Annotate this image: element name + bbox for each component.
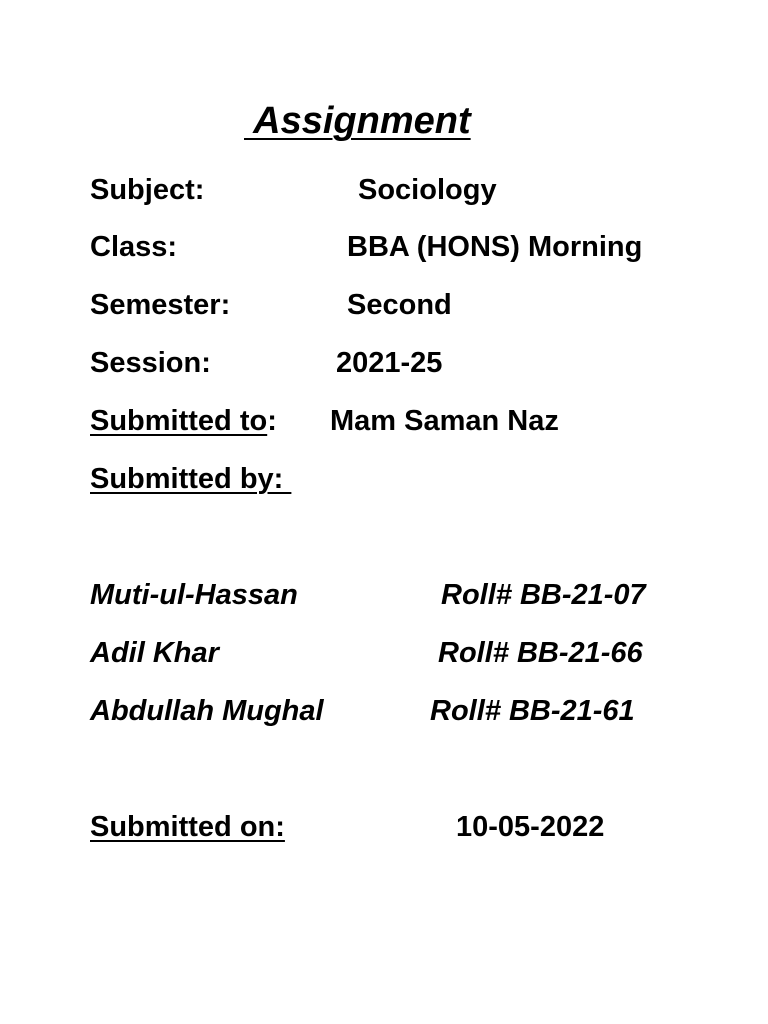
student-roll: Roll# BB-21-66 <box>438 637 643 669</box>
submitted-by-label: Submitted by: <box>90 463 292 495</box>
class-value: BBA (HONS) Morning <box>347 231 643 263</box>
student-roll: Roll# BB-21-07 <box>441 579 646 611</box>
session-value: 2021-25 <box>336 347 443 379</box>
submitted-to-row <box>90 403 277 439</box>
student-name: Adil Khar <box>90 637 219 669</box>
submitted-to-value: Mam Saman Naz <box>330 405 559 437</box>
student-roll: Roll# BB-21-61 <box>430 695 635 727</box>
student-name: Abdullah Mughal <box>90 695 324 727</box>
subject-label: Subject: <box>90 174 205 206</box>
page-title: Assignment <box>244 100 471 142</box>
submitted-on-value: 10-05-2022 <box>456 811 605 843</box>
class-label: Class: <box>90 231 178 263</box>
submitted-to-colon: : <box>267 405 277 437</box>
semester-value: Second <box>347 289 452 321</box>
submitted-on-label: Submitted on: <box>90 811 285 843</box>
semester-label: Semester: <box>90 289 231 321</box>
submitted-to-label: Submitted to <box>90 405 268 437</box>
student-name: Muti-ul-Hassan <box>90 579 298 611</box>
session-label: Session: <box>90 347 211 379</box>
subject-value: Sociology <box>358 174 497 206</box>
